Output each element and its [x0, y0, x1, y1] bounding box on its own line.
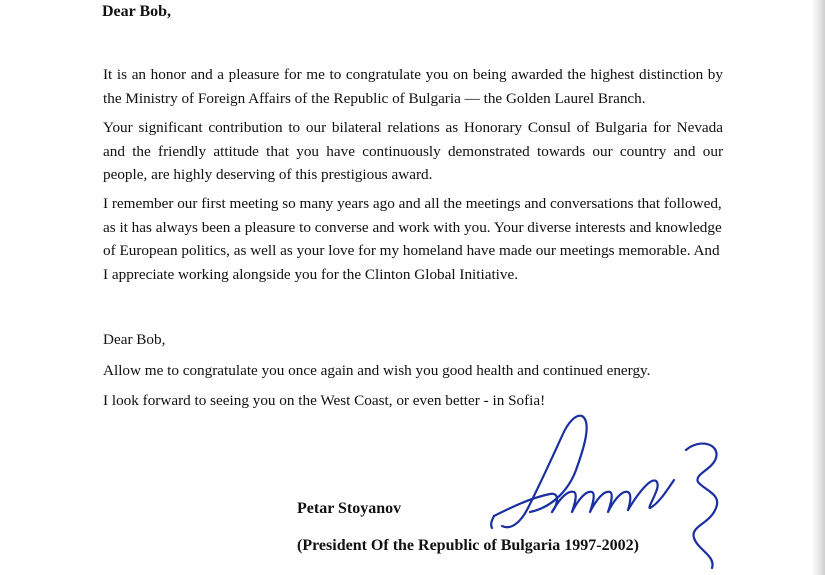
closing-line-visit: I look forward to seeing you on the West Coast, or even better - in Sofia!: [103, 392, 546, 409]
signer-title: (President Of the Republic of Bulgaria 1997-2002): [297, 537, 639, 554]
page-edge-shadow: [811, 0, 825, 575]
paragraph-award: It is an honor and a pleasure for me to congratulate you on being awarded the highest distinction by the Ministry of Foreign Affairs of the Republic of Bulgaria — the Golden Laurel Branch.: [103, 66, 723, 107]
salutation: Dear Bob,: [102, 3, 172, 20]
signer-name: Petar Stoyanov: [297, 500, 402, 517]
paragraph-memories: I remember our first meeting so many years ago and all the meetings and conversations that followed, as it has always been a pleasure to converse and work with you. Your diverse interests and knowledge of European politics, as well as your love for my homeland have made our meetings memorable. And I appreciate working alongside you for the Clinton Global Initiative.: [103, 195, 722, 283]
closing-line-wishes: Allow me to congratulate you once again and wish you good health and continued energy.: [103, 362, 651, 379]
closing-salutation: Dear Bob,: [103, 331, 166, 348]
paragraph-contribution: Your significant contribution to our bilateral relations as Honorary Consul of Bulgaria for Nevada and the friendly attitude that you have continuously demonstrated towards our country and our people, are highly deserving of this prestigious award.: [103, 119, 723, 183]
